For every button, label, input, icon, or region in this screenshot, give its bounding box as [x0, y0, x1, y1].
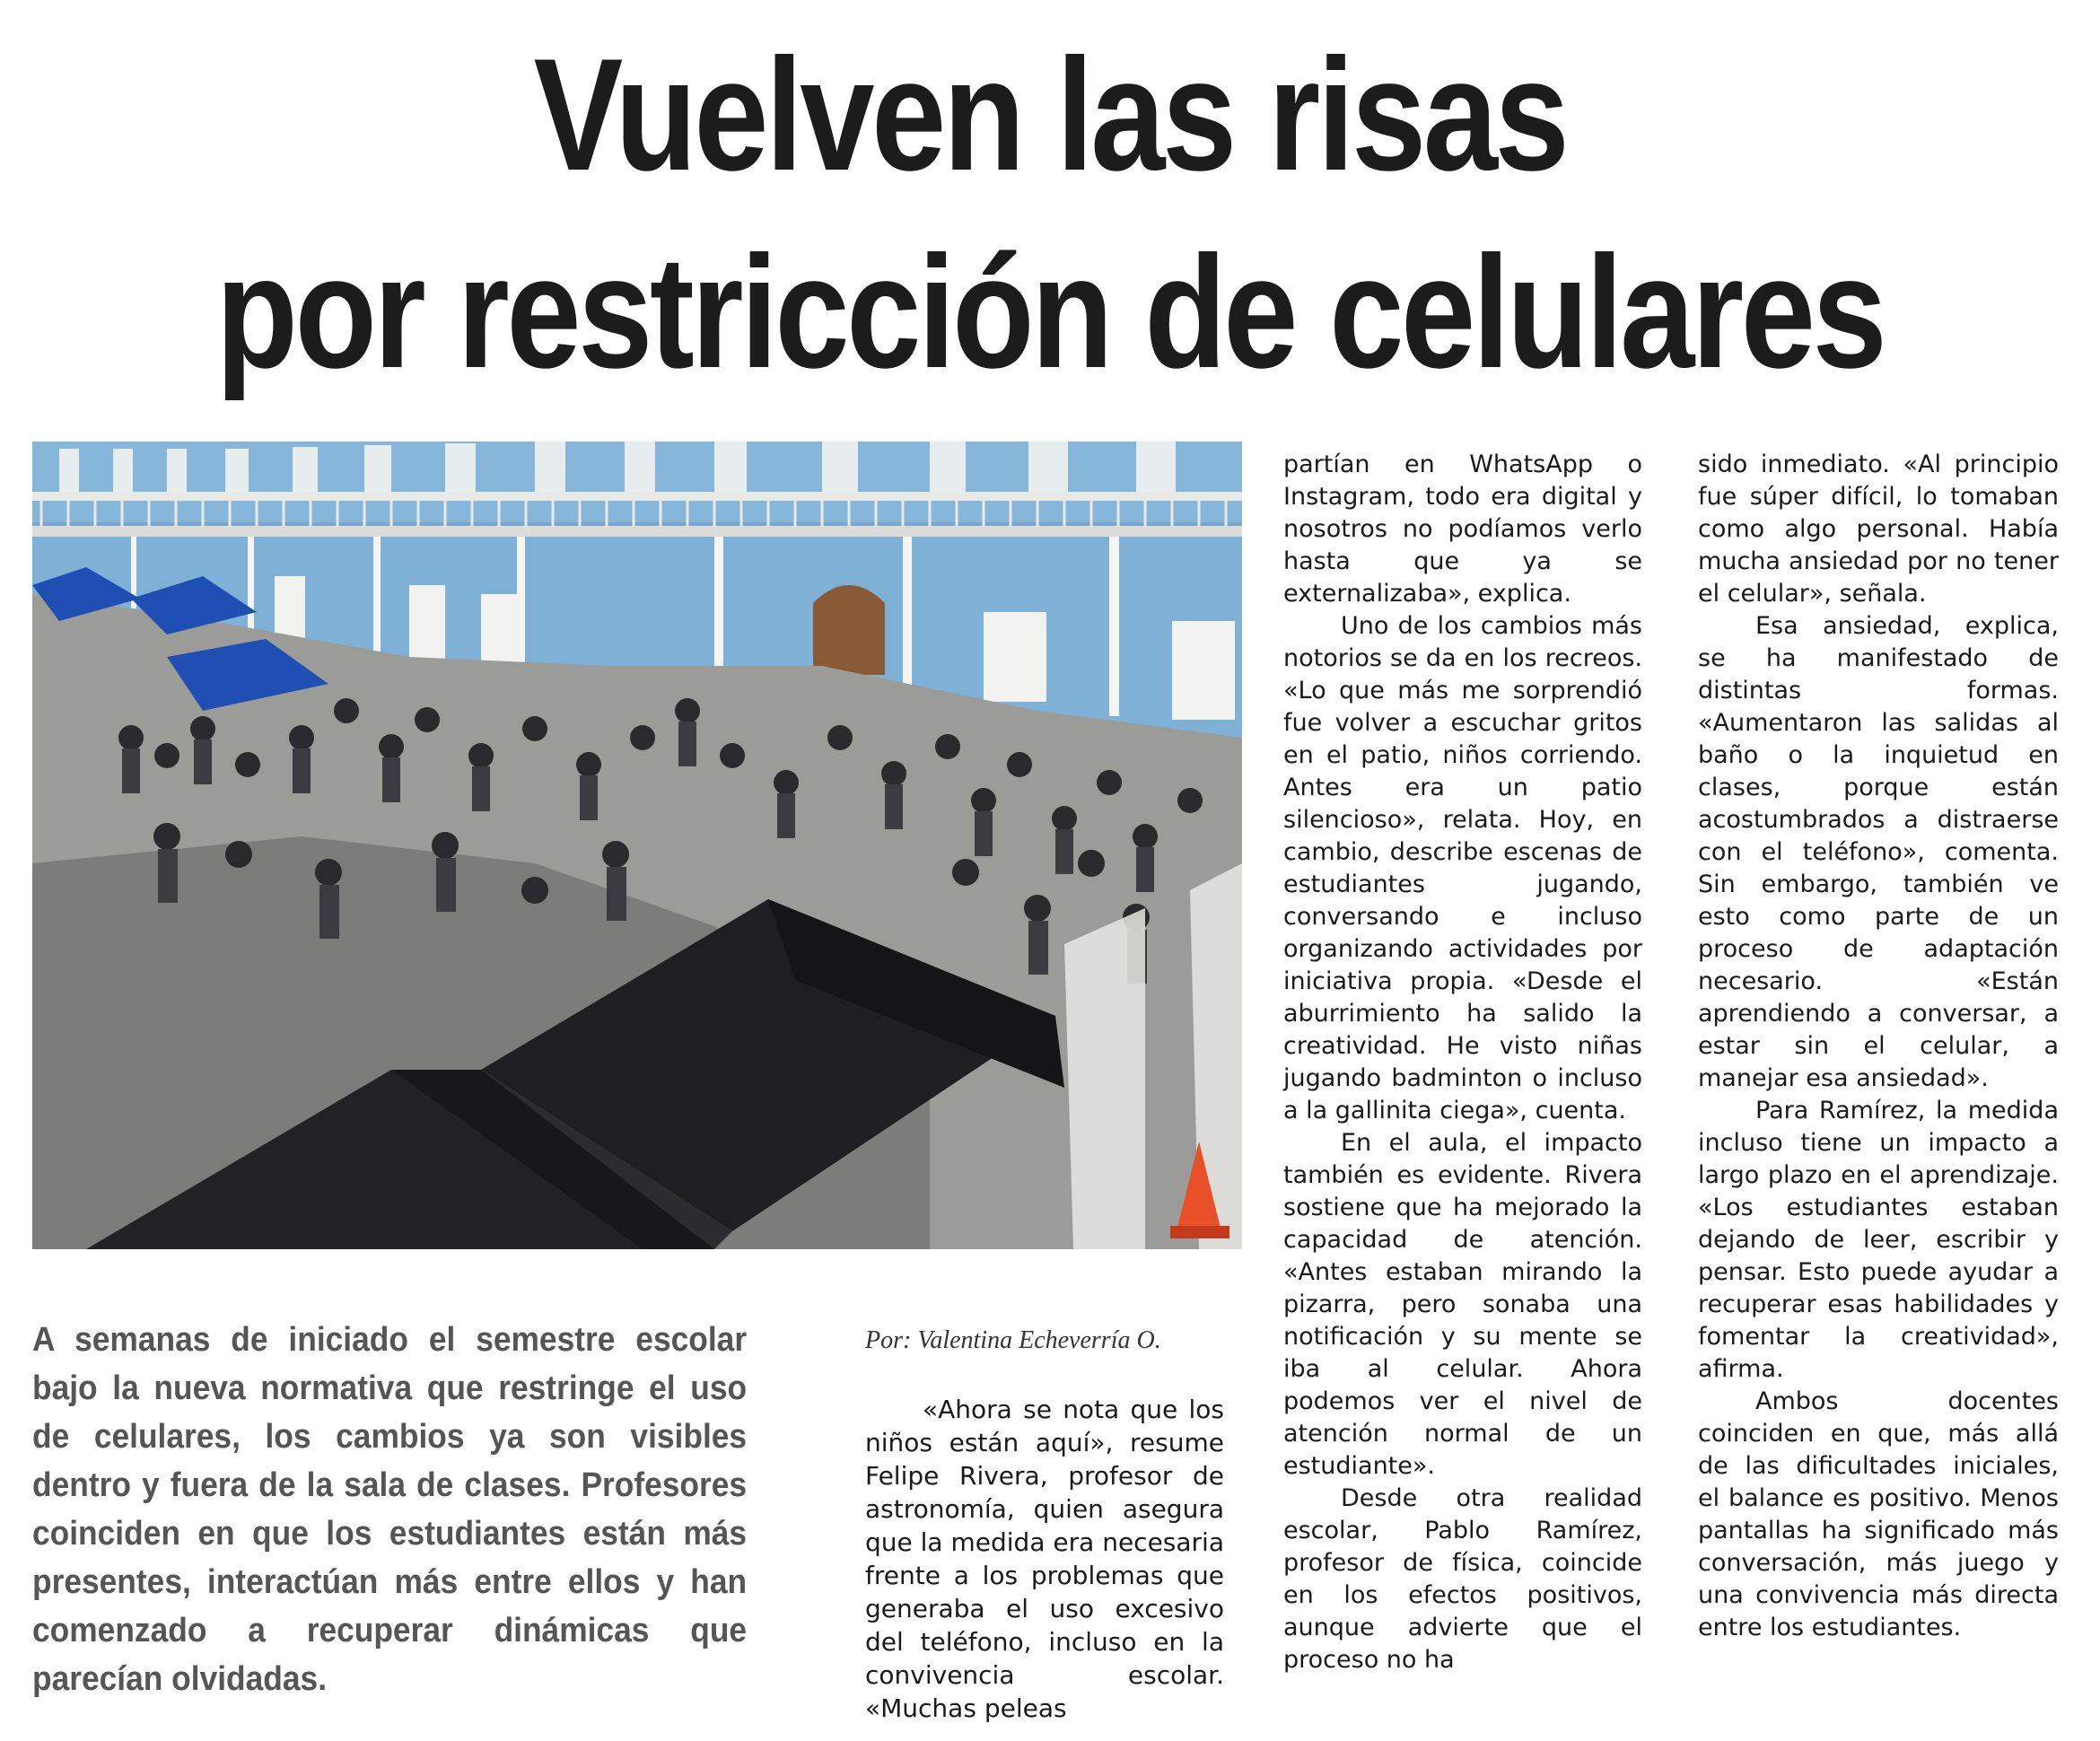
column-3-paragraph-4: Ambos docentes coinciden en que, más allá de las dificultades iniciales, el balance es positivo. Menos pantallas ha significado más conversación, más juego y una convivencia más directa entre los estudiantes.	[1698, 1387, 2059, 1641]
lead-paragraph: A semanas de iniciado el semestre escolar bajo la nueva normativa que restringe el uso de celulares, los cambios ya son visibles dentro y fuera de la sala de clases. Profesores coinciden en que los estudiantes están más presentes, interactúan más entre ellos y han comenzado a recuperar dinámicas que parecían olvidadas.	[32, 1321, 748, 1698]
column-1-paragraph-1: «Ahora se nota que los niños están aquí», resume Felipe Rivera, profesor de astronomía, quien asegura que la medida era necesaria frente a los problemas que generaba el uso excesivo del teléfono, incluso en la convivencia escolar. «Muchas peleas	[865, 1395, 1224, 1723]
balcony-floor	[32, 526, 1242, 537]
column-2-paragraph-2: Uno de los cambios más notorios se da en los recreos. «Lo que más me sorprendió fue volver a escuchar gritos en el patio, niños corriendo. Antes era un patio silencioso», relata. Hoy, en cambio, describe escenas de estudiantes jugando, conversando e incluso organizando actividades por iniciativa propia. «Desde el aburrimiento ha salido la creatividad. He visto niñas jugando badminton o incluso a la gallinita ciega», cuenta.	[1283, 612, 1642, 1124]
headline-line-2: por restricción de celulares	[215, 223, 1885, 401]
traffic-cone-base	[1170, 1226, 1229, 1238]
display-panel	[1064, 908, 1145, 1249]
headline-line-1: Vuelven las risas	[533, 25, 1567, 204]
column-2-paragraph-4: Desde otra realidad escolar, Pablo Ramírez, profesor de física, coincide en los efectos positivos, aunque advierte que el proceso no ha	[1283, 1484, 1642, 1674]
column-3-paragraph-1: sido inmediato. «Al principio fue súper difícil, lo tomaban como algo personal. Había mucha ansiedad por no tener el celular», señala.	[1698, 451, 2059, 608]
column-2-paragraph-3: En el aula, el impacto también es evidente. Rivera sostiene que ha mejorado la capacidad de atención. «Antes estaban mirando la pizarra, pero sonaba una notificación y su mente se iba al celular. Ahora podemos ver el nivel de atención normal de un estudiante».	[1283, 1129, 1642, 1480]
article-column-2	[1283, 449, 1642, 1676]
column-3-paragraph-2: Esa ansiedad, explica, se ha manifestado de distintas formas. «Aumentaron las salidas al baño o la inquietud en clases, porque están acostumbrados a distraerse con el teléfono», comenta. Sin embargo, también ve esto como parte de un proceso de adaptación necesario. «Están aprendiendo a conversar, a estar sin el celular, a manejar esa ansiedad».	[1698, 612, 2059, 1092]
courtyard-illustration	[32, 442, 1242, 1249]
balcony-rail-top	[32, 492, 1242, 501]
article-column-1	[865, 1393, 1224, 1725]
article-photo	[32, 442, 1242, 1249]
column-3-paragraph-3: Para Ramírez, la medida incluso tiene un impacto a largo plazo en el aprendizaje. «Los estudiantes estaban dejando de leer, escribir y pensar. Esto puede ayudar a recuperar esas habilidades y fomentar la creatividad», afirma.	[1698, 1097, 2059, 1383]
column-2-paragraph-1: partían en WhatsApp o Instagram, todo era digital y nosotros no podíamos verlo hasta que ya se externalizaba», explica.	[1283, 451, 1642, 608]
article-column-3	[1698, 449, 2059, 1644]
byline: Por: Valentina Echeverría O.	[865, 1326, 1161, 1354]
